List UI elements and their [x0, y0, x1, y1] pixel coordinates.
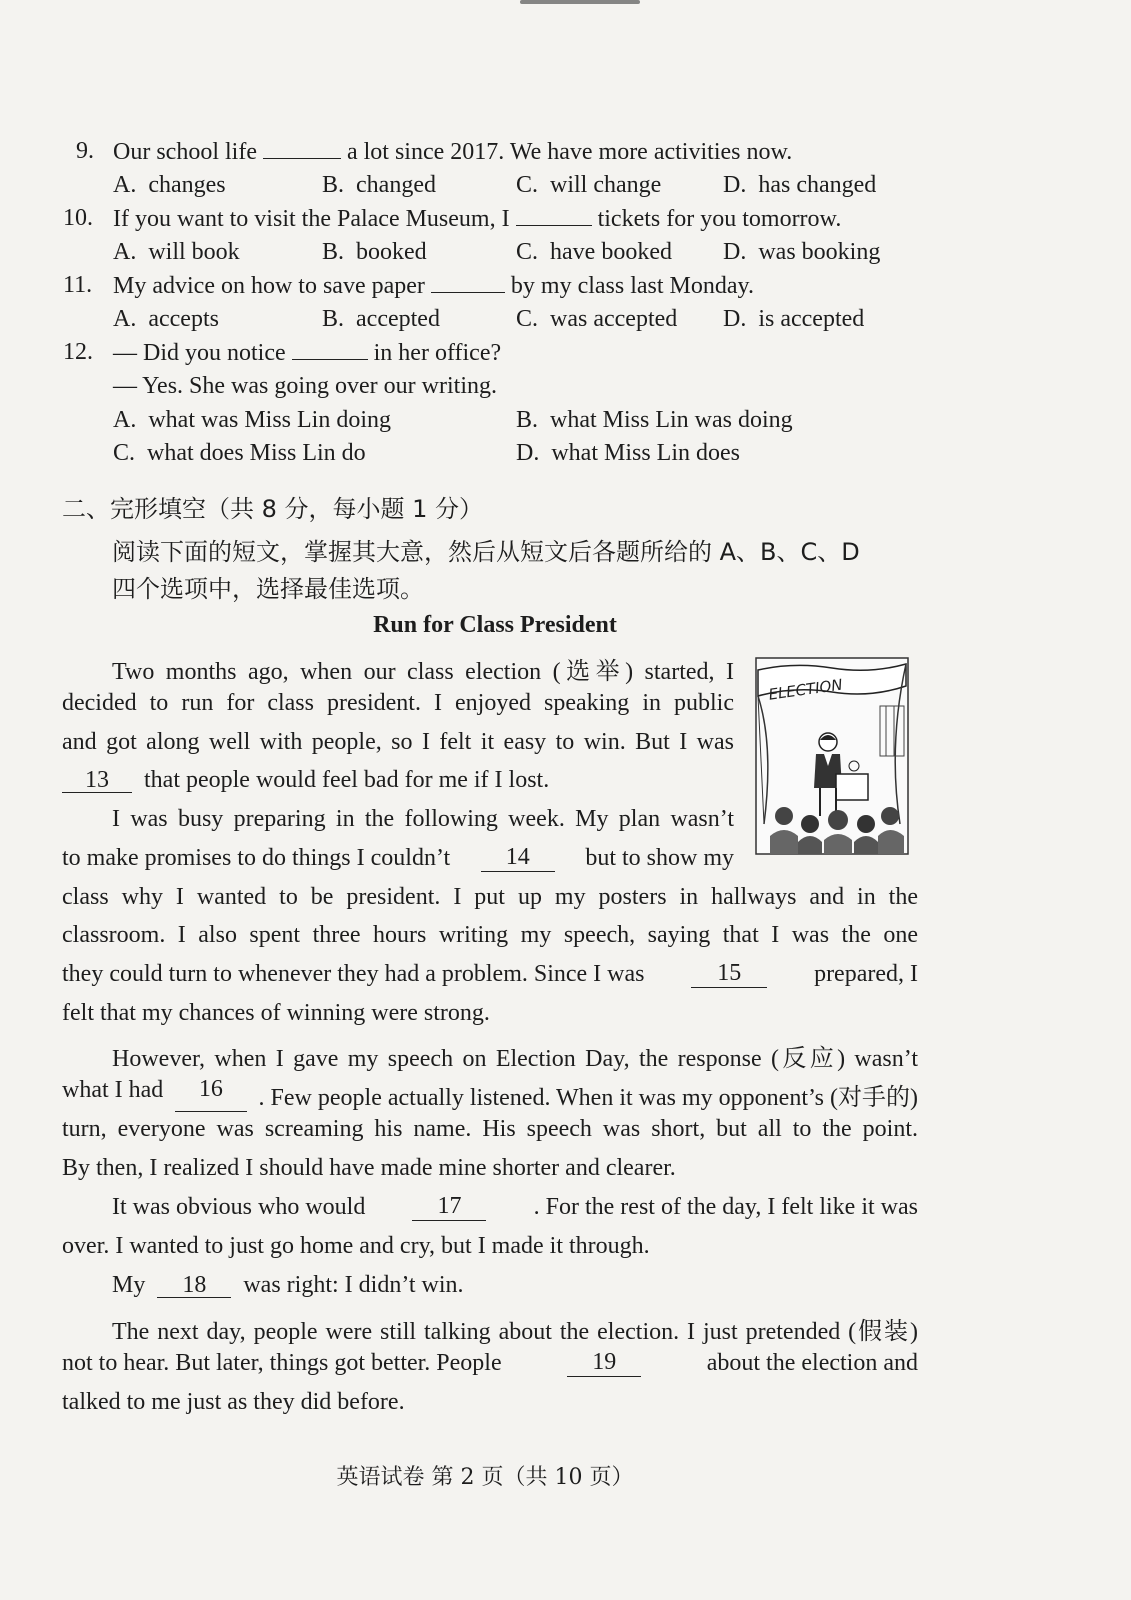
question-11-option-c: C. was accepted	[516, 306, 678, 332]
question-9-number: 9.	[76, 138, 94, 164]
scan-mark	[520, 0, 640, 4]
passage-title: Run for Class President	[373, 612, 617, 638]
answer-blank	[292, 339, 368, 360]
question-9-option-c: C. will change	[516, 172, 662, 198]
question-9-option-b: B. changed	[322, 172, 436, 198]
election-illustration	[754, 656, 910, 856]
question-9-option-a: A. changes	[113, 172, 226, 198]
question-12-stem: — Did you notice in her office?	[113, 340, 502, 366]
question-12-option-a: A. what was Miss Lin doing	[113, 407, 392, 433]
passage-line: over. I wanted to just go home and cry, but I made it through.	[62, 1233, 650, 1259]
blank-18: 18	[157, 1273, 231, 1298]
passage-line: It was obvious who would 17 . For the rest of the day, I felt like it was	[112, 1193, 918, 1220]
section-instruction-line2: 四个选项中，选择最佳选项。	[112, 575, 424, 603]
question-10-stem: If you want to visit the Palace Museum, I tickets for you tomorrow.	[113, 206, 842, 232]
section-heading: 二、完形填空（共 8 分，每小题 1 分）	[62, 495, 484, 523]
question-10-number: 10.	[63, 205, 93, 231]
passage-line: My 18 was right: I didn’t win.	[112, 1272, 464, 1298]
illustration-banner: ELECTION	[767, 675, 844, 704]
question-11-stem: My advice on how to save paper by my class last Monday.	[113, 273, 754, 299]
question-10-option-a: A. will book	[113, 239, 240, 265]
passage-line: Two months ago, when our class election (选举) started, I	[112, 659, 734, 685]
passage-line: class why I wanted to be president. I put up my posters in hallways and in the	[62, 884, 918, 910]
passage-line: decided to run for class president. I enjoyed speaking in public	[62, 690, 734, 716]
question-12-number: 12.	[63, 339, 93, 365]
question-11-option-a: A. accepts	[113, 306, 219, 332]
question-11-option-d: D. is accepted	[723, 306, 865, 332]
question-9-stem: Our school life a lot since 2017. We have more activities now.	[113, 139, 793, 165]
blank-13: 13	[62, 768, 132, 793]
question-11-option-b: B. accepted	[322, 306, 440, 332]
question-10-option-d: D. was booking	[723, 239, 881, 265]
blank-19: 19	[567, 1350, 641, 1377]
answer-blank	[516, 205, 592, 226]
section-instruction-line1: 阅读下面的短文，掌握其大意，然后从短文后各题所给的 A、B、C、D	[112, 538, 860, 566]
passage-line: I was busy preparing in the following week. My plan wasn’t	[112, 806, 734, 832]
passage-line: to make promises to do things I couldn’t 14 but to show my	[62, 844, 734, 871]
question-12-option-c: C. what does Miss Lin do	[113, 440, 366, 466]
question-11-number: 11.	[63, 272, 93, 298]
answer-blank	[263, 138, 341, 159]
blank-14: 14	[481, 845, 555, 872]
question-10-option-c: C. have booked	[516, 239, 672, 265]
passage-line: and got along well with people, so I felt it easy to win. But I was	[62, 729, 734, 755]
passage-line: 13 that people would feel bad for me if I lost.	[62, 767, 549, 794]
page-footer: 英语试卷 第 2 页（共 10 页）	[336, 1465, 634, 1490]
blank-16: 16	[175, 1077, 247, 1112]
blank-17: 17	[412, 1194, 486, 1221]
answer-blank	[431, 272, 505, 293]
question-12-reply: — Yes. She was going over our writing.	[113, 373, 497, 399]
question-10-option-b: B. booked	[322, 239, 427, 265]
passage-line: felt that my chances of winning were strong.	[62, 1000, 490, 1026]
passage-line: The next day, people were still talking about the election. I just pretended (假装)	[112, 1319, 918, 1345]
passage-line: not to hear. But later, things got better. People 19 about the election and	[62, 1349, 918, 1376]
question-9-option-d: D. has changed	[723, 172, 877, 198]
passage-line: turn, everyone was screaming his name. His speech was short, but all to the point.	[62, 1116, 918, 1142]
passage-line: talked to me just as they did before.	[62, 1389, 405, 1415]
blank-15: 15	[691, 961, 767, 988]
question-12-option-d: D. what Miss Lin does	[516, 440, 741, 466]
passage-line: classroom. I also spent three hours writing my speech, saying that I was the one	[62, 922, 918, 948]
question-12-option-b: B. what Miss Lin was doing	[516, 407, 793, 433]
passage-line: However, when I gave my speech on Election Day, the response (反应) wasn’t	[112, 1046, 918, 1072]
passage-line: By then, I realized I should have made mine shorter and clearer.	[62, 1155, 676, 1181]
passage-line: what I had 16 . Few people actually listened. When it was my opponent’s (对手的)	[62, 1076, 918, 1111]
passage-line: they could turn to whenever they had a problem. Since I was 15 prepared, I	[62, 960, 918, 987]
